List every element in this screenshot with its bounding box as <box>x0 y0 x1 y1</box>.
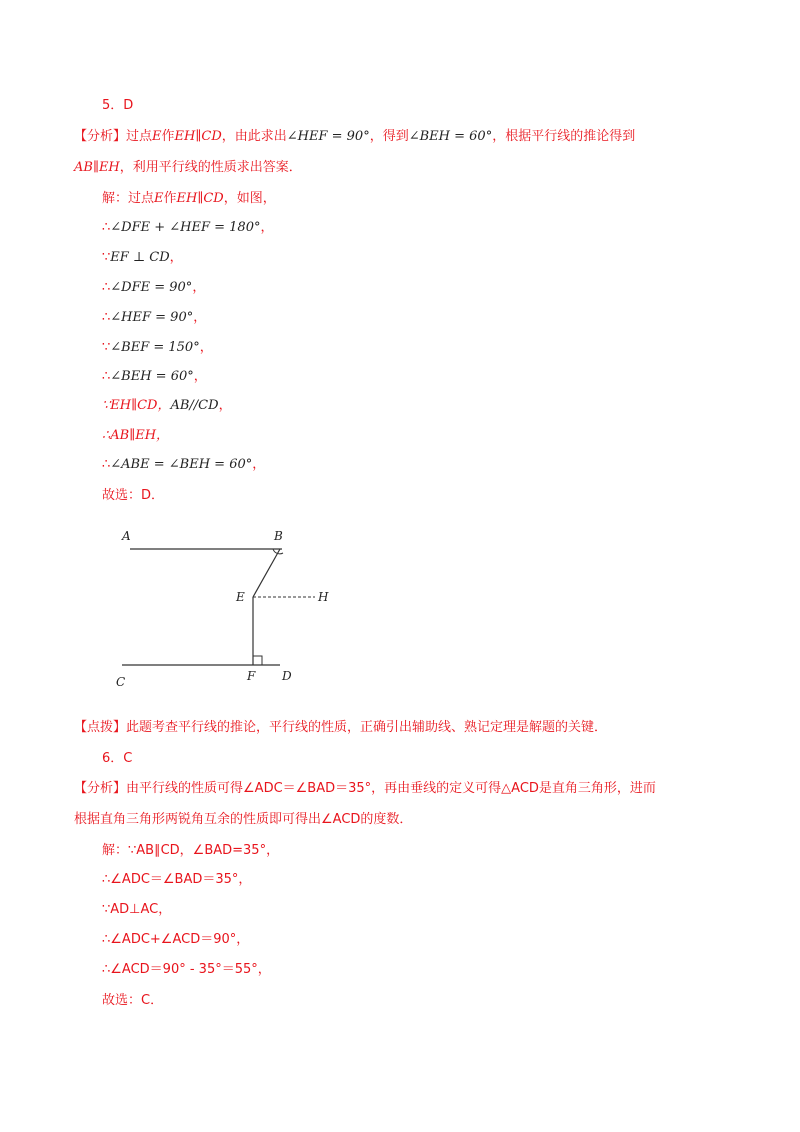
q5-step-6 <box>102 367 207 387</box>
punctuation: ， <box>192 280 206 295</box>
because-symbol: ∵ <box>102 250 111 265</box>
punctuation: ， <box>193 310 207 325</box>
q5-analysis-line-1 <box>74 127 635 147</box>
punctuation: ， <box>193 369 207 384</box>
choice-value: D． <box>141 488 165 503</box>
q5-step-math: AB//CD <box>170 398 219 413</box>
q5-solution-text: 作 <box>163 191 177 206</box>
segment-be <box>253 549 280 597</box>
therefore-symbol: ∴ <box>102 369 111 384</box>
q5-analysis-text: ，由此求出 <box>221 129 287 144</box>
q5-step-math: ∠DFE + ∠HEF = 180° <box>110 220 261 235</box>
q5-solution-intro <box>102 189 276 209</box>
punctuation: ， <box>169 250 183 265</box>
therefore-symbol: ∴ <box>102 280 111 295</box>
q5-step-8: ∴AB∥EH， <box>102 428 170 443</box>
q5-analysis-text: ，根据平行线的推论得到 <box>492 129 636 144</box>
geometry-figure <box>108 520 348 692</box>
q5-analysis-text: 作 <box>161 129 175 144</box>
q5-tip <box>74 718 607 738</box>
right-angle-mark <box>253 656 262 665</box>
therefore-symbol: ∴ <box>102 220 111 235</box>
q6-solution-5: ∴∠ACD＝90° - 35°＝55°， <box>102 962 271 977</box>
q6-analysis-line-1 <box>74 779 656 799</box>
label-d: D <box>282 669 292 683</box>
label-c: C <box>116 675 126 689</box>
q5-step-math: ∠ABE = ∠BEH = 60° <box>110 457 253 472</box>
punctuation: ， <box>252 457 266 472</box>
label-e: E <box>236 590 245 604</box>
q5-answer-number: 5．D <box>102 98 134 113</box>
therefore-symbol: ∴ <box>102 457 111 472</box>
because-symbol: ∵ <box>102 340 111 355</box>
therefore-symbol: ∴ <box>102 310 111 325</box>
q5-analysis-text: ，得到 <box>369 129 409 144</box>
q5-analysis-text: ，利用平行线的性质求出答案． <box>119 160 302 175</box>
q5-point-e: E <box>154 191 164 206</box>
q5-analysis-tag: 【分析】 <box>74 129 127 144</box>
q5-choice <box>102 486 164 506</box>
parallel-lines-diagram <box>108 520 348 692</box>
q5-analysis-line-2 <box>74 158 302 178</box>
q6-solution-3: ∵AD⊥AC， <box>102 902 172 917</box>
label-f: F <box>247 669 256 683</box>
punctuation: ， <box>218 398 232 413</box>
q5-step-3 <box>102 278 205 298</box>
q6-choice: 故选：C． <box>102 993 164 1008</box>
q5-solution-text: ，如图， <box>223 191 276 206</box>
q5-parallel-expr: EH∥CD <box>174 129 222 144</box>
q5-parallel-expr: EH∥CD <box>176 191 224 206</box>
label-h: H <box>318 590 329 604</box>
q5-step-math: EF ⊥ CD <box>110 250 170 265</box>
tip-text: 此题考查平行线的推论，平行线的性质，正确引出辅助线、熟记定理是解题的关键． <box>126 720 608 735</box>
analysis-text: 由平行线的性质可得∠ADC＝∠BAD＝35°，再由垂线的定义可得△ACD是直角三角形，进而 <box>126 781 656 796</box>
q5-point-e: E <box>152 129 162 144</box>
q5-analysis-text: 过点 <box>126 129 153 144</box>
q5-step-2 <box>102 248 183 268</box>
q5-step-5 <box>102 338 213 358</box>
punctuation: ， <box>199 340 213 355</box>
analysis-tag: 【分析】 <box>74 781 127 796</box>
q5-step-1 <box>102 218 274 238</box>
q5-step-4 <box>102 308 206 328</box>
punctuation: ， <box>260 220 274 235</box>
q5-parallel-expr: AB∥EH <box>74 160 120 175</box>
q6-analysis-line-2: 根据直角三角形两锐角互余的性质即可得出∠ACD的度数． <box>74 812 413 827</box>
q5-step-math: ∠BEH = 60° <box>110 369 194 384</box>
q6-solution-4: ∴∠ADC+∠ACD＝90°， <box>102 932 250 947</box>
q5-angle-expr: ∠BEH = 60° <box>408 129 493 144</box>
label-b: B <box>274 529 283 543</box>
q5-parallel-expr: ∵EH∥CD， <box>102 398 171 413</box>
q5-step-9 <box>102 455 265 475</box>
q6-solution-2: ∴∠ADC＝∠BAD＝35°， <box>102 872 252 887</box>
q5-solution-text: 解：过点 <box>102 191 155 206</box>
q5-step-math: ∠DFE = 90° <box>110 280 193 295</box>
tip-tag: 【点拨】 <box>74 720 127 735</box>
q5-step-math: ∠HEF = 90° <box>110 310 194 325</box>
choice-label: 故选： <box>102 488 142 503</box>
label-a: A <box>122 529 131 543</box>
q6-solution-1: 解：∵AB∥CD，∠BAD=35°， <box>102 843 280 858</box>
q5-angle-expr: ∠HEF = 90° <box>286 129 370 144</box>
q6-answer-number: 6．C <box>102 751 133 766</box>
q5-step-math: ∠BEF = 150° <box>110 340 200 355</box>
q5-step-7 <box>102 396 232 416</box>
